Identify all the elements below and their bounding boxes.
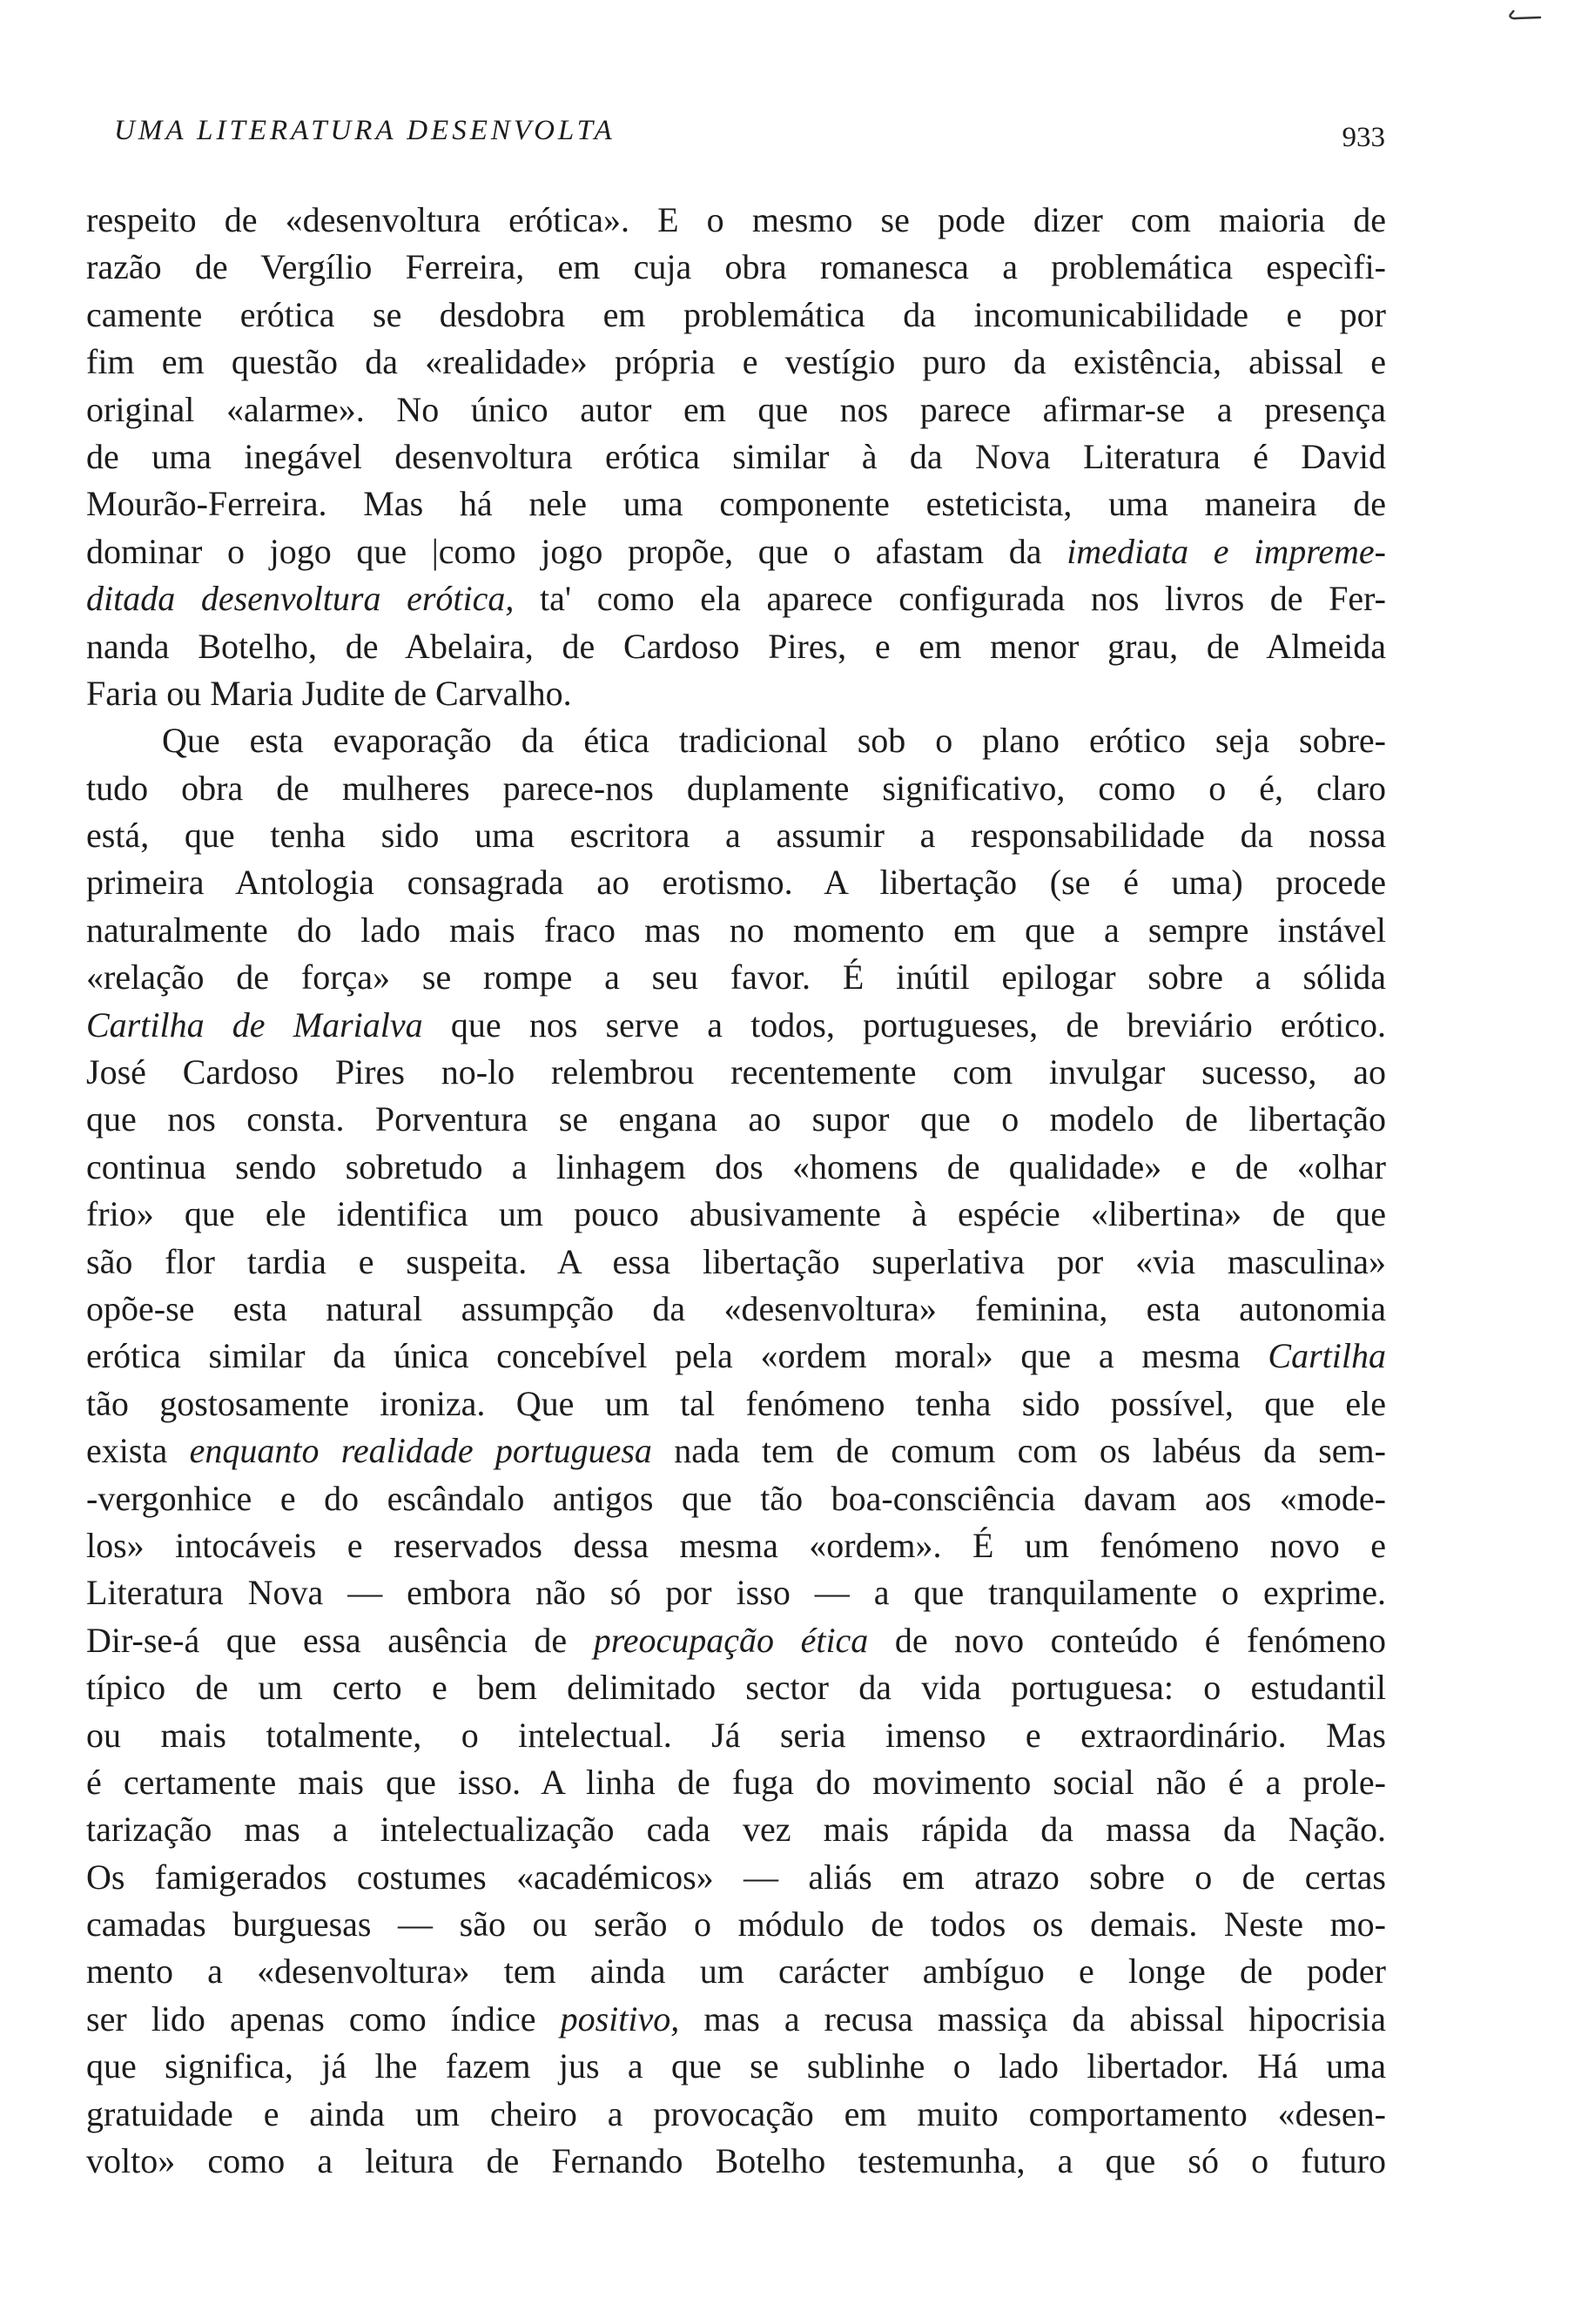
text-line (86, 1002, 1386, 1049)
text-segment: «relação de força» se rompe a seu favor. É inútil epilogar sobre a sólida (86, 957, 1386, 997)
text-line (86, 575, 1386, 622)
page-number: 933 (1342, 122, 1385, 153)
text-line (86, 1049, 1386, 1096)
text-line (86, 386, 1386, 433)
text-segment: de uma inegável desenvoltura erótica similar à da Nova Literatura é David (86, 436, 1386, 476)
text-line (86, 244, 1386, 291)
text-line (86, 1144, 1386, 1191)
text-segment: mento a «desenvoltura» tem ainda um carácter ambíguo e longe de poder (86, 1951, 1386, 1992)
text-segment: dominar o jogo que |como jogo propõe, que o afastam da (86, 531, 1067, 571)
italic-text: preocupação ética (593, 1620, 869, 1660)
text-line (86, 1948, 1386, 1995)
text-line (86, 433, 1386, 480)
text-line (86, 1475, 1386, 1522)
text-line (86, 1427, 1386, 1474)
text-segment: los» intocáveis e reservados dessa mesma «ordem». É um fenómeno novo e (86, 1525, 1386, 1565)
text-segment: nanda Botelho, de Abelaira, de Cardoso Pires, e em menor grau, de Almeida (86, 626, 1386, 666)
text-segment: tudo obra de mulheres parece-nos duplamente significativo, como o é, claro (86, 768, 1386, 808)
text-line (86, 954, 1386, 1001)
text-segment: -vergonhice e do escândalo antigos que tão boa-consciência davam aos «mode- (86, 1478, 1386, 1518)
text-line (86, 2138, 1386, 2185)
text-segment: ser lido apenas como índice (86, 1998, 561, 2039)
text-line (86, 292, 1386, 339)
text-segment: fim em questão da «realidade» própria e vestígio puro da existência, abissal e (86, 342, 1386, 382)
text-line (86, 1854, 1386, 1901)
text-segment: tão gostosamente ironiza. Que um tal fenómeno tenha sido possível, que ele (86, 1383, 1386, 1423)
text-segment: respeito de «desenvoltura erótica». E o mesmo se pode dizer com maioria de (86, 200, 1386, 239)
text-line (86, 339, 1386, 386)
text-segment: gratuidade e ainda um cheiro a provocação em muito comportamento «desen- (86, 2093, 1386, 2133)
text-line (86, 812, 1386, 859)
text-segment: típico de um certo e bem delimitado sector da vida portuguesa: o estudantil (86, 1668, 1386, 1708)
text-segment: primeira Antologia consagrada ao erotismo. A libertação (se é uma) procede (86, 863, 1386, 903)
italic-text: positivo, (560, 1998, 680, 2039)
italic-text: imediata e impreme- (1067, 531, 1387, 571)
text-segment: tarização mas a intelectualização cada vez mais rápida da massa da Nação. (86, 1810, 1386, 1850)
text-segment: Faria ou Maria Judite de Carvalho. (86, 673, 572, 713)
pencil-mark-icon (1506, 7, 1544, 26)
text-segment: que nos serve a todos, portugueses, de breviário erótico. (422, 1004, 1386, 1044)
text-line (86, 480, 1386, 527)
text-segment: nada tem de comum com os labéus da sem- (651, 1431, 1386, 1471)
text-line (86, 1286, 1386, 1333)
text-line (86, 1712, 1386, 1759)
text-segment: são flor tardia e suspeita. A essa libertação superlativa por «via masculina» (86, 1241, 1386, 1281)
italic-text: ditada desenvoltura erótica, (86, 579, 515, 619)
text-segment: opõe-se esta natural assumpção da «desenvoltura» feminina, esta autonomia (86, 1288, 1386, 1328)
text-segment: ou mais totalmente, o intelectual. Já seria imenso e extraordinário. Mas (86, 1715, 1386, 1755)
text-segment: Os famigerados costumes «académicos» — aliás em atrazo sobre o de certas (86, 1857, 1386, 1897)
text-segment: continua sendo sobretudo a linhagem dos «homens de qualidade» e de «olhar (86, 1146, 1386, 1186)
text-segment: Que esta evaporação da ética tradicional sob o plano erótico seja sobre- (162, 721, 1386, 761)
text-line (86, 197, 1386, 244)
text-segment: camadas burguesas — são ou serão o módulo de todos os demais. Neste mo- (86, 1904, 1386, 1945)
text-segment: é certamente mais que isso. A linha de fuga do movimento social não é a prole- (86, 1762, 1386, 1802)
text-line (86, 859, 1386, 906)
text-segment: naturalmente do lado mais fraco mas no momento em que a sempre instável (86, 910, 1386, 950)
page-header (114, 111, 1385, 155)
text-line (86, 670, 1386, 717)
text-line (86, 1617, 1386, 1664)
text-segment: está, que tenha sido uma escritora a assumir a responsabilidade da nossa (86, 816, 1386, 856)
italic-text: Cartilha de Marialva (86, 1004, 423, 1044)
text-line (86, 1901, 1386, 1948)
text-line (86, 1191, 1386, 1238)
text-segment: camente erótica se desdobra em problemática da incomunicabilidade e por (86, 294, 1386, 334)
text-line (86, 1333, 1386, 1380)
text-line (86, 1522, 1386, 1569)
text-line (86, 717, 1386, 764)
text-segment: razão de Vergílio Ferreira, em cuja obra romanesca a problemática especìfi- (86, 247, 1386, 287)
italic-text: Cartilha (1268, 1336, 1386, 1376)
text-line (86, 1806, 1386, 1853)
text-line (86, 907, 1386, 954)
text-segment: Mourão-Ferreira. Mas há nele uma componente esteticista, uma maneira de (86, 484, 1386, 524)
text-segment: erótica similar da única concebível pela «ordem moral» que a mesma (86, 1336, 1268, 1376)
italic-text: enquanto realidade portuguesa (189, 1431, 652, 1471)
text-line (86, 1569, 1386, 1616)
text-line (86, 2091, 1386, 2138)
text-segment: ta' como ela aparece configurada nos livros de Fer- (514, 579, 1386, 619)
text-line (86, 1759, 1386, 1806)
text-segment: mas a recusa massiça da abissal hipocrisia (679, 1998, 1387, 2039)
running-title: UMA LITERATURA DESENVOLTA (114, 115, 616, 146)
text-segment: volto» como a leitura de Fernando Botelho testemunha, a que só o futuro (86, 2141, 1386, 2181)
text-line (86, 1380, 1386, 1427)
text-segment: original «alarme». No único autor em que nos parece afirmar-se a presença (86, 389, 1386, 429)
text-segment: José Cardoso Pires no-lo relembrou recentemente com invulgar sucesso, ao (86, 1052, 1386, 1092)
text-line (86, 623, 1386, 670)
text-line (86, 1996, 1386, 2043)
text-line (86, 765, 1386, 812)
body-text (86, 197, 1386, 2185)
text-line (86, 1096, 1386, 1143)
text-segment: exista (86, 1431, 190, 1471)
text-segment: que significa, já lhe fazem jus a que se sublinhe o lado libertador. Há uma (86, 2046, 1386, 2086)
text-segment: Literatura Nova — embora não só por isso — a que tranquilamente o exprime. (86, 1573, 1386, 1613)
text-line (86, 2043, 1386, 2090)
text-segment: Dir-se-á que essa ausência de (86, 1620, 594, 1660)
text-line (86, 528, 1386, 575)
text-line (86, 1239, 1386, 1286)
text-line (86, 1664, 1386, 1711)
text-segment: que nos consta. Porventura se engana ao supor que o modelo de libertação (86, 1099, 1386, 1139)
text-segment: de novo conteúdo é fenómeno (868, 1620, 1387, 1660)
text-segment: frio» que ele identifica um pouco abusivamente à espécie «libertina» de que (86, 1194, 1386, 1234)
